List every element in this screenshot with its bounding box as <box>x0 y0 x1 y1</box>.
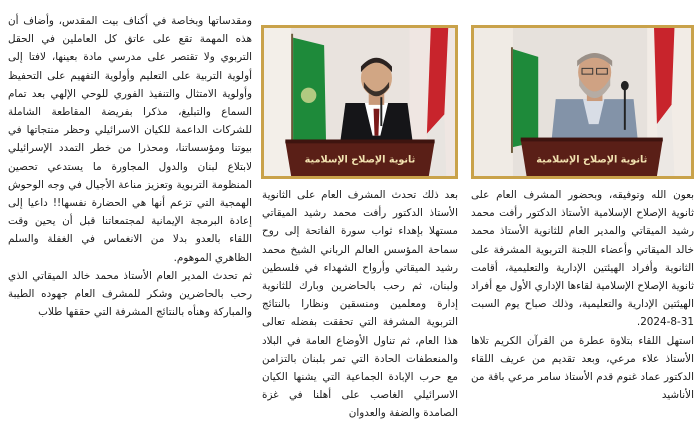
article-paragraph: بعون الله وتوفيقه، وبحضور المشرف العام على ثانوية الإصلاح الإسلامية الأستاذ الدكتور رأفت محمد رشيد الميقاتي والمدير العام للثانوية الأستاذ محمد خالد الميقاتي وأعضاء اللجنة التربوية المشرفة على الثانوية وأفراد الهيئتين الإدارية والتعليمية، أقامت ثانوية الإصلاح الإسلامية لقاءها الإداري الأول مع أفراد الهيئتين الإدارية والتعليمية، وذلك صباح يوم السبت 31-8-2024. <box>471 189 694 329</box>
podium-label: ثانوية الإصلاح الإسلامية <box>536 154 648 166</box>
article-paragraph: ومقدساتها وبخاصة في أكناف بيت المقدس، وأضاف أن هذه المهمة تقع على عاتق كل العاملين في الحقل التربوي ولا تقتصر على مدرسي مادة بعينها، لافتا إلى أولوية التربية على التعليم وأولوية التفهيم على التحفيظ وأولوية الامتثال والتنفيذ الفوري للوحي الإلهي بعد تمام السماع والتبليغ، مذكرا بفريضة المقاطعة الشاملة للشركات الداعمة للكيان الاسرائيلي وحظر منتجاتها في بيوتنا ومؤسساتنا، ومحذرا من خطر التمدد الإسرائيلي لابتلاع لبنان والدول المجاورة ما يستدعي تحصين المنظومة التربوية وتعزيز مناعة الأجيال في وجه الوحوش الهمجية التي تزعم أنها هي الحضارة نفسها!! داعيا إلى إعادة البرمجة الإيمانية لمجتمعاتنا قبل أن يحين وقت اللقاء بالعدو بدلا من الانغماس في الغفلة والسلم الظاهري الموهوم. <box>8 15 252 264</box>
speaker-photo-middle <box>261 25 458 179</box>
speaker-photo-illustration <box>264 28 455 176</box>
article-paragraph: استهل اللقاء بتلاوة عطرة من القرآن الكريم تلاها الأستاذ علاء مرعي، وبعد تقديم من عريف اللقاء الدكتور عماد غنوم قدم الأستاذ سامر مرعي باقة من الأناشيد <box>471 334 694 402</box>
article-column-left <box>8 12 252 441</box>
speaker-photo-right <box>471 25 694 179</box>
podium-label: ثانوية الإصلاح الإسلامية <box>304 154 416 166</box>
article-paragraph: ثم تحدث المدير العام الأستاذ محمد خالد الميقاتي الذي رحب بالحاضرين وشكر للمشرف العام جهوده الطيبة والمباركة وهنأه بالنتائج المشرفة التي حققها طلاب <box>8 269 252 319</box>
article-paragraph: بعد ذلك تحدث المشرف العام على الثانوية الأستاذ الدكتور رأفت محمد رشيد الميقاتي مستهلا بإهداء ثواب سورة الفاتحة إلى روح سماحة المؤسس العالم الرباني الشيخ محمد رشيد الميقاتي وأرواح الشهداء في فلسطين ولبنان، ثم رحب بالحاضرين وبارك للثانوية إدارة ومعلمين ومنسقين ونظارا بالنتائج التربوية المشرفة التي تحققت بفضله تعالى هذا العام، ثم تناول الأوضاع العامة في البلاد والمنعطفات الحادة التي تمر بلبنان بالتزامن مع حرب الإبادة الجماعية التي يشنها الكيان الاسرائيلي الغاصب على أهلنا في غزة الصامدة والضفة والعدوان <box>262 189 458 420</box>
speaker-photo-illustration <box>474 28 691 176</box>
article-column-middle <box>262 186 458 441</box>
article-column-right <box>471 186 694 441</box>
